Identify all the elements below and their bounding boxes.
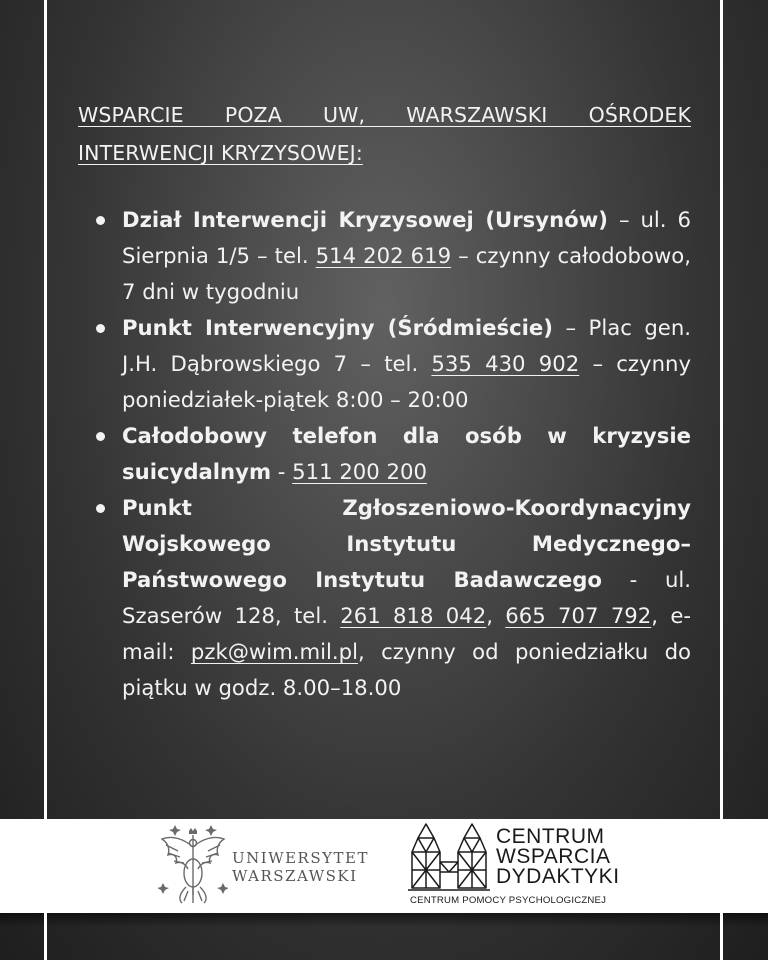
bullet-icon [96,504,105,513]
uw-logo-text [232,849,369,885]
bullet-icon [96,432,105,441]
item-title: Punkt Zgłoszeniowo-Koordynacyjny Wojskowego Instytutu Medycznego–Państwowego Instytutu Badawczego [122,495,691,592]
item-title: Punkt Interwencyjny (Śródmieście) [122,315,553,340]
phone-link[interactable]: 514 202 619 [315,243,452,268]
item-text: – czynny całodobowo, 7 dni w tygodniu [122,243,691,304]
list-item [78,310,691,418]
cwd-logo-line1: CENTRUM [496,825,605,848]
cwd-logo-subtitle: CENTRUM POMOCY PSYCHOLOGICZNEJ [410,895,607,906]
cwd-logo-line3: DYDAKTYKI [496,865,620,888]
phone-link[interactable]: 535 430 902 [431,351,580,376]
item-text: - [271,459,293,484]
uw-logo-line1: UNIWERSYTET [232,849,369,867]
item-text: – czynny poniedziałek-piątek 8:00 – 20:00 [122,351,691,412]
cwd-logo [408,822,628,910]
uw-logo-line2: WARSZAWSKI [232,867,358,885]
item-title: Całodobowy telefon dla osób w kryzysie suicydalnym [122,423,691,484]
section-heading: WSPARCIE POZA UW, WARSZAWSKI OŚRODEK INTERWENCJI KRYZYSOWEJ: [78,103,691,165]
email-link[interactable]: pzk@wim.mil.pl [190,639,359,664]
list-item [78,202,691,310]
cwd-logo-title [496,827,620,887]
bullet-icon [96,216,105,225]
phone-link-2[interactable]: 665 707 792 [505,603,652,628]
bullet-icon [96,324,105,333]
list-item [78,418,691,490]
footer-shadow [0,913,768,927]
item-text: , [486,603,506,628]
main-content [78,96,691,706]
item-title: Dział Interwencji Kryzysowej (Ursynów) [122,207,608,232]
list-item [78,490,691,706]
item-text: , e-mail: [122,603,691,664]
twin-towers-icon [408,822,490,894]
item-text: , czynny od poniedziałku do piątku w godz. 8.00–18.00 [122,639,691,700]
phone-link[interactable]: 261 818 042 [340,603,487,628]
cwd-logo-line2: WSPARCIA [496,845,611,868]
footer-logo-bar [0,819,768,913]
uw-logo [158,825,378,907]
item-text: – Plac gen. J.H. Dąbrowskiego 7 – tel. [122,315,691,376]
left-frame-line [44,0,47,960]
support-list [78,202,691,706]
phone-link[interactable]: 511 200 200 [292,459,427,484]
item-text: – ul. 6 Sierpnia 1/5 – tel. [122,207,691,268]
right-frame-line [720,0,723,960]
item-text: - ul. Szaserów 128, tel. [122,567,691,628]
eagle-emblem-icon [158,825,228,907]
